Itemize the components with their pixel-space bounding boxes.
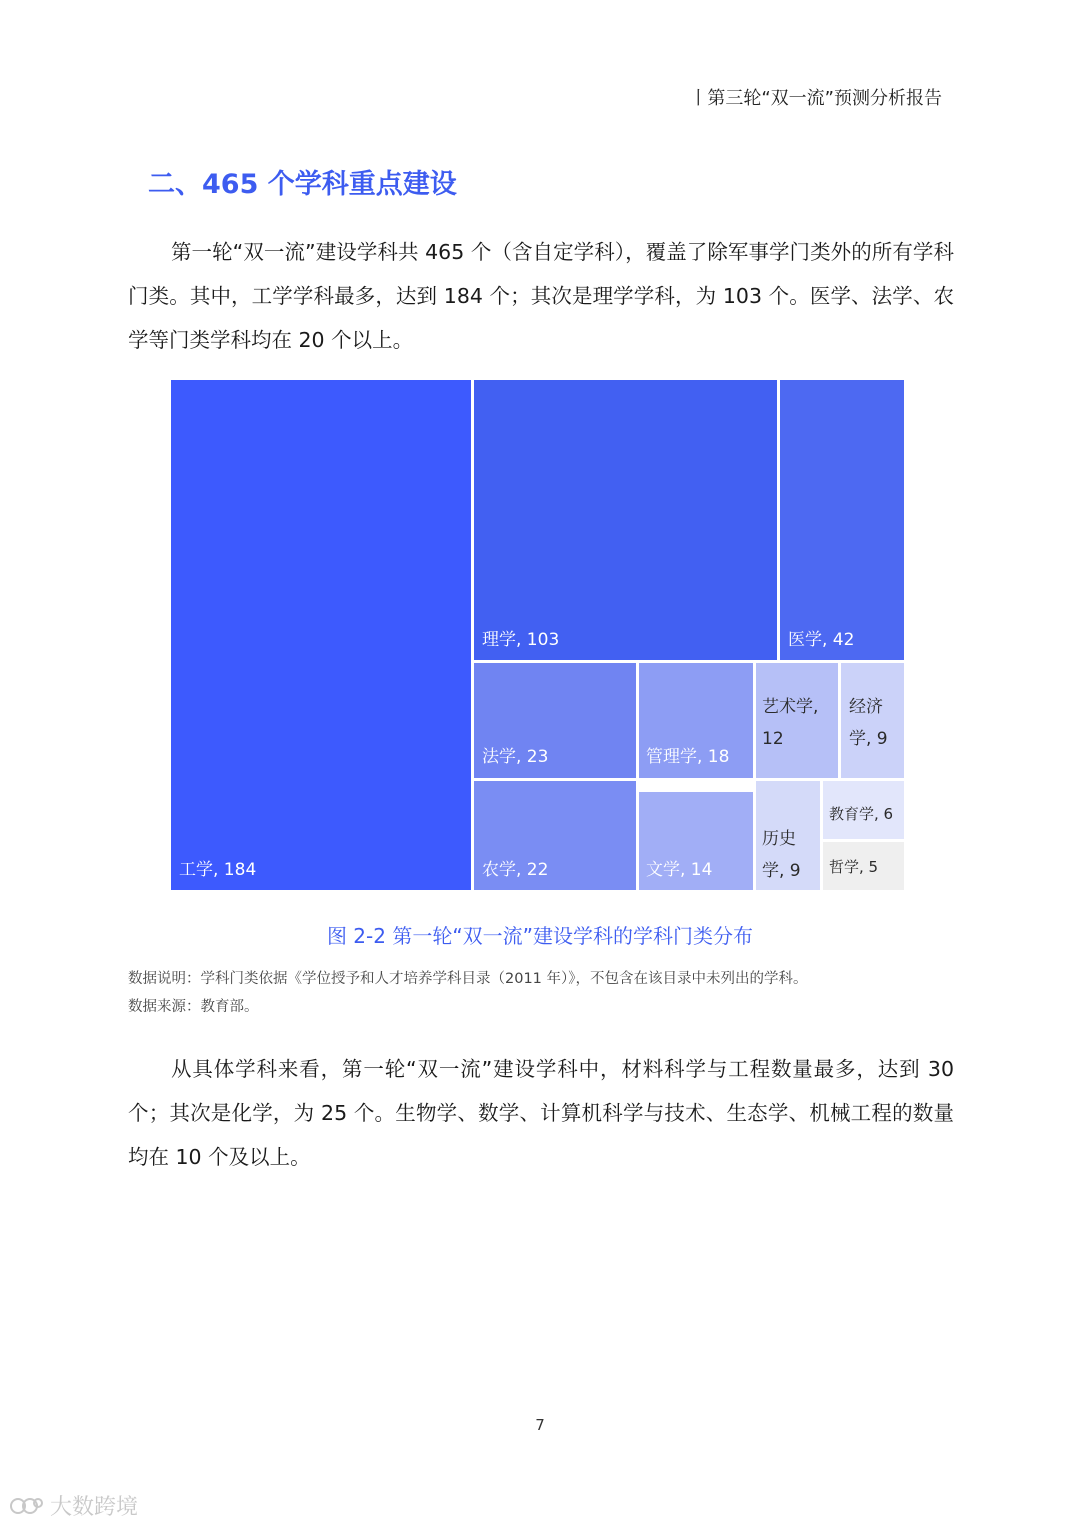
treemap-tile (780, 380, 904, 660)
treemap-tile-label: 医学, 42 (788, 630, 855, 650)
treemap-tile-label: 农学, 22 (482, 860, 549, 880)
treemap-tile-label: 经济 学, 9 (849, 697, 888, 749)
treemap-tile (639, 792, 753, 890)
figure-caption: 图 2-2 第一轮“双一流”建设学科的学科门类分布 (326, 924, 754, 948)
treemap-tile (823, 781, 904, 839)
treemap-tile (756, 663, 838, 778)
treemap-tile-label: 理学, 103 (482, 630, 560, 650)
watermark (10, 1490, 138, 1521)
section-title: 二、465 个学科重点建设 (148, 169, 457, 200)
treemap-tile-label: 教育学, 6 (829, 805, 894, 823)
treemap-tile (474, 663, 636, 778)
treemap-tile (171, 380, 471, 890)
treemap-tile (841, 663, 904, 778)
treemap-tile-label: 文学, 14 (646, 860, 713, 880)
treemap-tile (474, 781, 636, 890)
treemap-tile-label: 哲学, 5 (829, 858, 879, 876)
paragraph-1: 第一轮“双一流”建设学科共 465 个（含自定学科），覆盖了除军事学门类外的所有学科门类。其中，工学学科最多，达到 184 个；其次是理学学科，为 103 个。医学、法学、农学等门类学科均在 20 个以上。 (128, 240, 954, 352)
treemap-tile-label: 艺术学, 12 (762, 697, 819, 749)
running-header: 丨第三轮“双一流”预测分析报告 (689, 88, 942, 109)
data-note: 数据说明：学科门类依据《学位授予和人才培养学科目录（2011 年）》，不包含在该目录中未列出的学科。 (128, 971, 808, 987)
treemap-tile (639, 663, 753, 778)
treemap-tile (823, 842, 904, 890)
treemap-tile-label: 管理学, 18 (646, 747, 730, 767)
treemap-tile-label: 工学, 184 (179, 860, 257, 880)
treemap-chart (171, 380, 904, 890)
treemap-tile-label: 历史 学, 9 (762, 829, 801, 881)
page-number: 7 (535, 1416, 545, 1434)
watermark-logo-icon (10, 1495, 44, 1517)
watermark-text: 大数跨境 (50, 1495, 139, 1520)
treemap-tile (474, 380, 777, 660)
treemap-tile-label: 法学, 23 (482, 747, 549, 767)
data-source: 数据来源：教育部。 (128, 999, 259, 1015)
paragraph-2: 从具体学科来看，第一轮“双一流”建设学科中，材料科学与工程数量最多，达到 30 个；其次是化学，为 25 个。生物学、数学、计算机科学与技术、生态学、机械工程的数量均在 10 个及以上。 (128, 1057, 954, 1169)
treemap-tile (756, 781, 820, 890)
